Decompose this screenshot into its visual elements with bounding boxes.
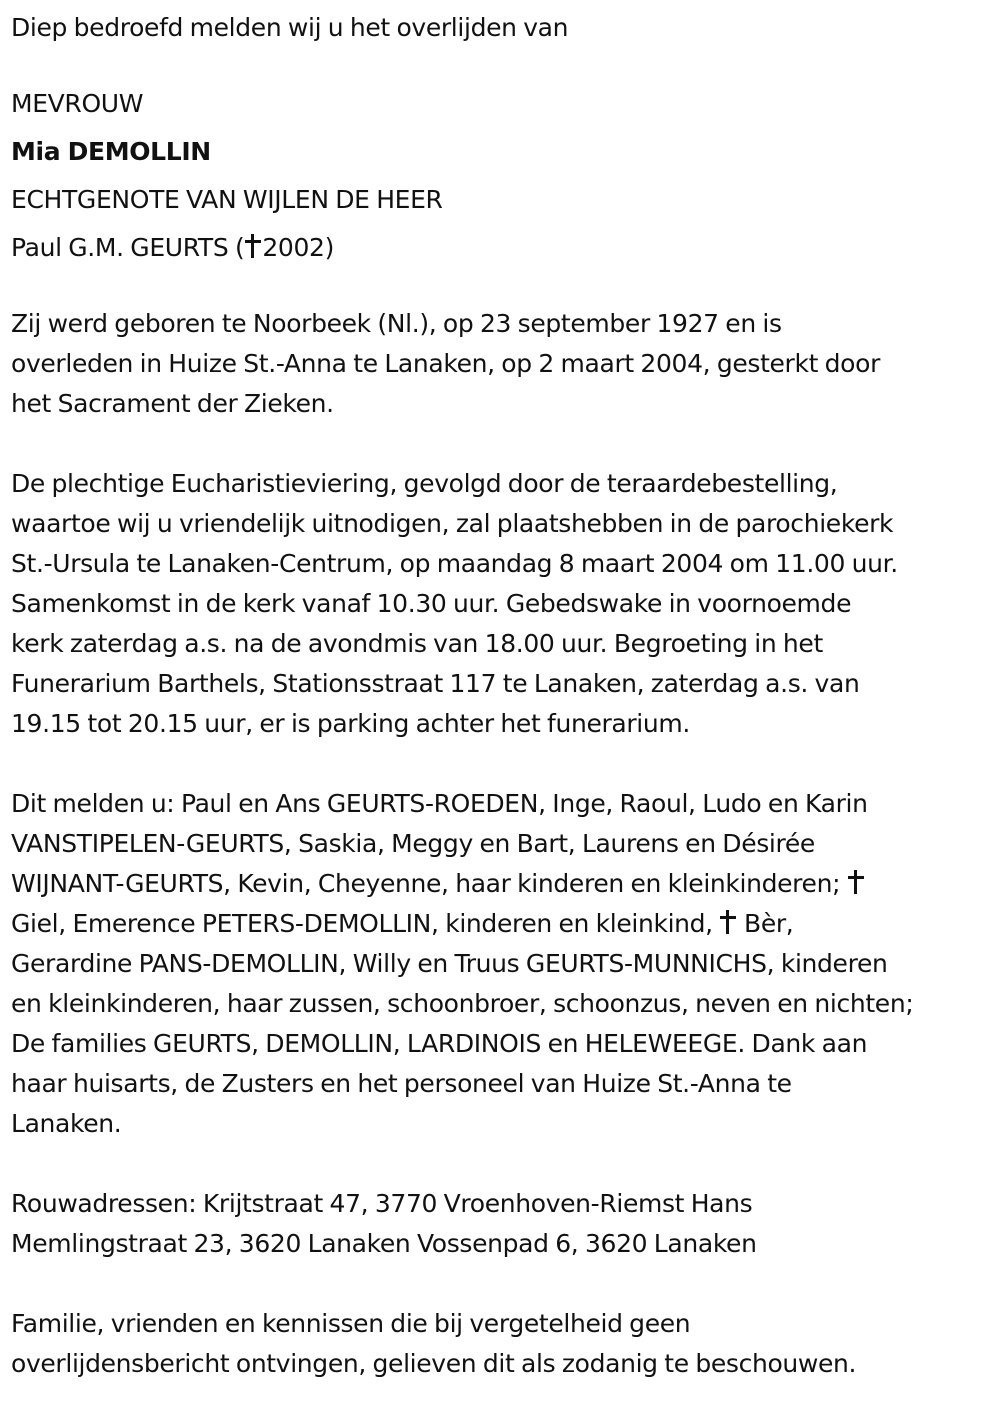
family-paragraph xyxy=(11,784,993,1144)
paragraph-line: waartoe wij u vriendelijk uitnodigen, zal plaatshebben in de parochiekerk xyxy=(11,509,894,538)
paragraph-line: overleden in Huize St.-Anna te Lanaken, op 2 maart 2004, gesterkt door xyxy=(11,349,880,378)
paragraph-line: overlijdensbericht ontvingen, gelieven dit als zodanig te beschouwen. xyxy=(11,1349,857,1378)
paragraph-line: Gerardine PANS-DEMOLLIN, Willy en Truus GEURTS-MUNNICHS, kinderen xyxy=(11,949,888,978)
paragraph-line: De families GEURTS, DEMOLLIN, LARDINOIS en HELEWEEGE. Dank aan xyxy=(11,1029,868,1058)
paragraph-line: Zij werd geboren te Noorbeek (Nl.), op 23 september 1927 en is xyxy=(11,309,782,338)
family-line-text: Bèr, xyxy=(744,909,794,938)
title-prefix: MEVROUW xyxy=(11,89,144,118)
paragraph-line: Rouwadressen: Krijtstraat 47, 3770 Vroenhoven-Riemst Hans xyxy=(11,1189,753,1218)
family-line-text: WIJNANT-GEURTS, Kevin, Cheyenne, haar kinderen en kleinkinderen; xyxy=(11,869,841,898)
service-paragraph xyxy=(11,464,993,744)
spouse-label: ECHTGENOTE VAN WIJLEN DE HEER xyxy=(11,185,443,214)
paragraph-line: Dit melden u: Paul en Ans GEURTS-ROEDEN, Inge, Raoul, Ludo en Karin xyxy=(11,789,868,818)
deceased-header xyxy=(11,80,993,272)
spouse-name-text: Paul G.M. GEURTS ( xyxy=(11,233,245,262)
paragraph-line: Familie, vrienden en kennissen die bij vergetelheid geen xyxy=(11,1309,691,1338)
paragraph-line: het Sacrament der Zieken. xyxy=(11,389,334,418)
paragraph-line: haar huisarts, de Zusters en het personeel van Huize St.-Anna te xyxy=(11,1069,792,1098)
cross-icon xyxy=(848,869,864,895)
intro-text: Diep bedroefd melden wij u het overlijden van xyxy=(11,13,569,42)
birth-paragraph xyxy=(11,304,993,424)
paragraph-line: VANSTIPELEN-GEURTS, Saskia, Meggy en Bart, Laurens en Désirée xyxy=(11,829,815,858)
paragraph-line: Memlingstraat 23, 3620 Lanaken Vossenpad 6, 3620 Lanaken xyxy=(11,1229,757,1258)
cross-icon xyxy=(720,909,736,935)
paragraph-line: 19.15 tot 20.15 uur, er is parking achter het funerarium. xyxy=(11,709,690,738)
family-line-text: Giel, Emerence PETERS-DEMOLLIN, kinderen en kleinkind, xyxy=(11,909,713,938)
paragraph-line: Funerarium Barthels, Stationsstraat 117 te Lanaken, zaterdag a.s. van xyxy=(11,669,860,698)
obituary-document xyxy=(11,8,993,1384)
deceased-name: Mia DEMOLLIN xyxy=(11,137,211,166)
spouse-name xyxy=(11,224,993,272)
closing-paragraph xyxy=(11,1304,993,1384)
addresses-paragraph xyxy=(11,1184,993,1264)
paragraph-line: Lanaken. xyxy=(11,1109,122,1138)
paragraph-line xyxy=(11,864,993,904)
paragraph-line xyxy=(11,904,993,944)
spouse-death-year: 2002) xyxy=(262,233,334,262)
paragraph-line: De plechtige Eucharistieviering, gevolgd door de teraardebestelling, xyxy=(11,469,838,498)
paragraph-line: kerk zaterdag a.s. na de avondmis van 18.00 uur. Begroeting in het xyxy=(11,629,823,658)
paragraph-line: en kleinkinderen, haar zussen, schoonbroer, schoonzus, neven en nichten; xyxy=(11,989,914,1018)
paragraph-line: Samenkomst in de kerk vanaf 10.30 uur. Gebedswake in voornoemde xyxy=(11,589,852,618)
cross-icon xyxy=(245,233,261,259)
paragraph-line: St.-Ursula te Lanaken-Centrum, op maandag 8 maart 2004 om 11.00 uur. xyxy=(11,549,898,578)
